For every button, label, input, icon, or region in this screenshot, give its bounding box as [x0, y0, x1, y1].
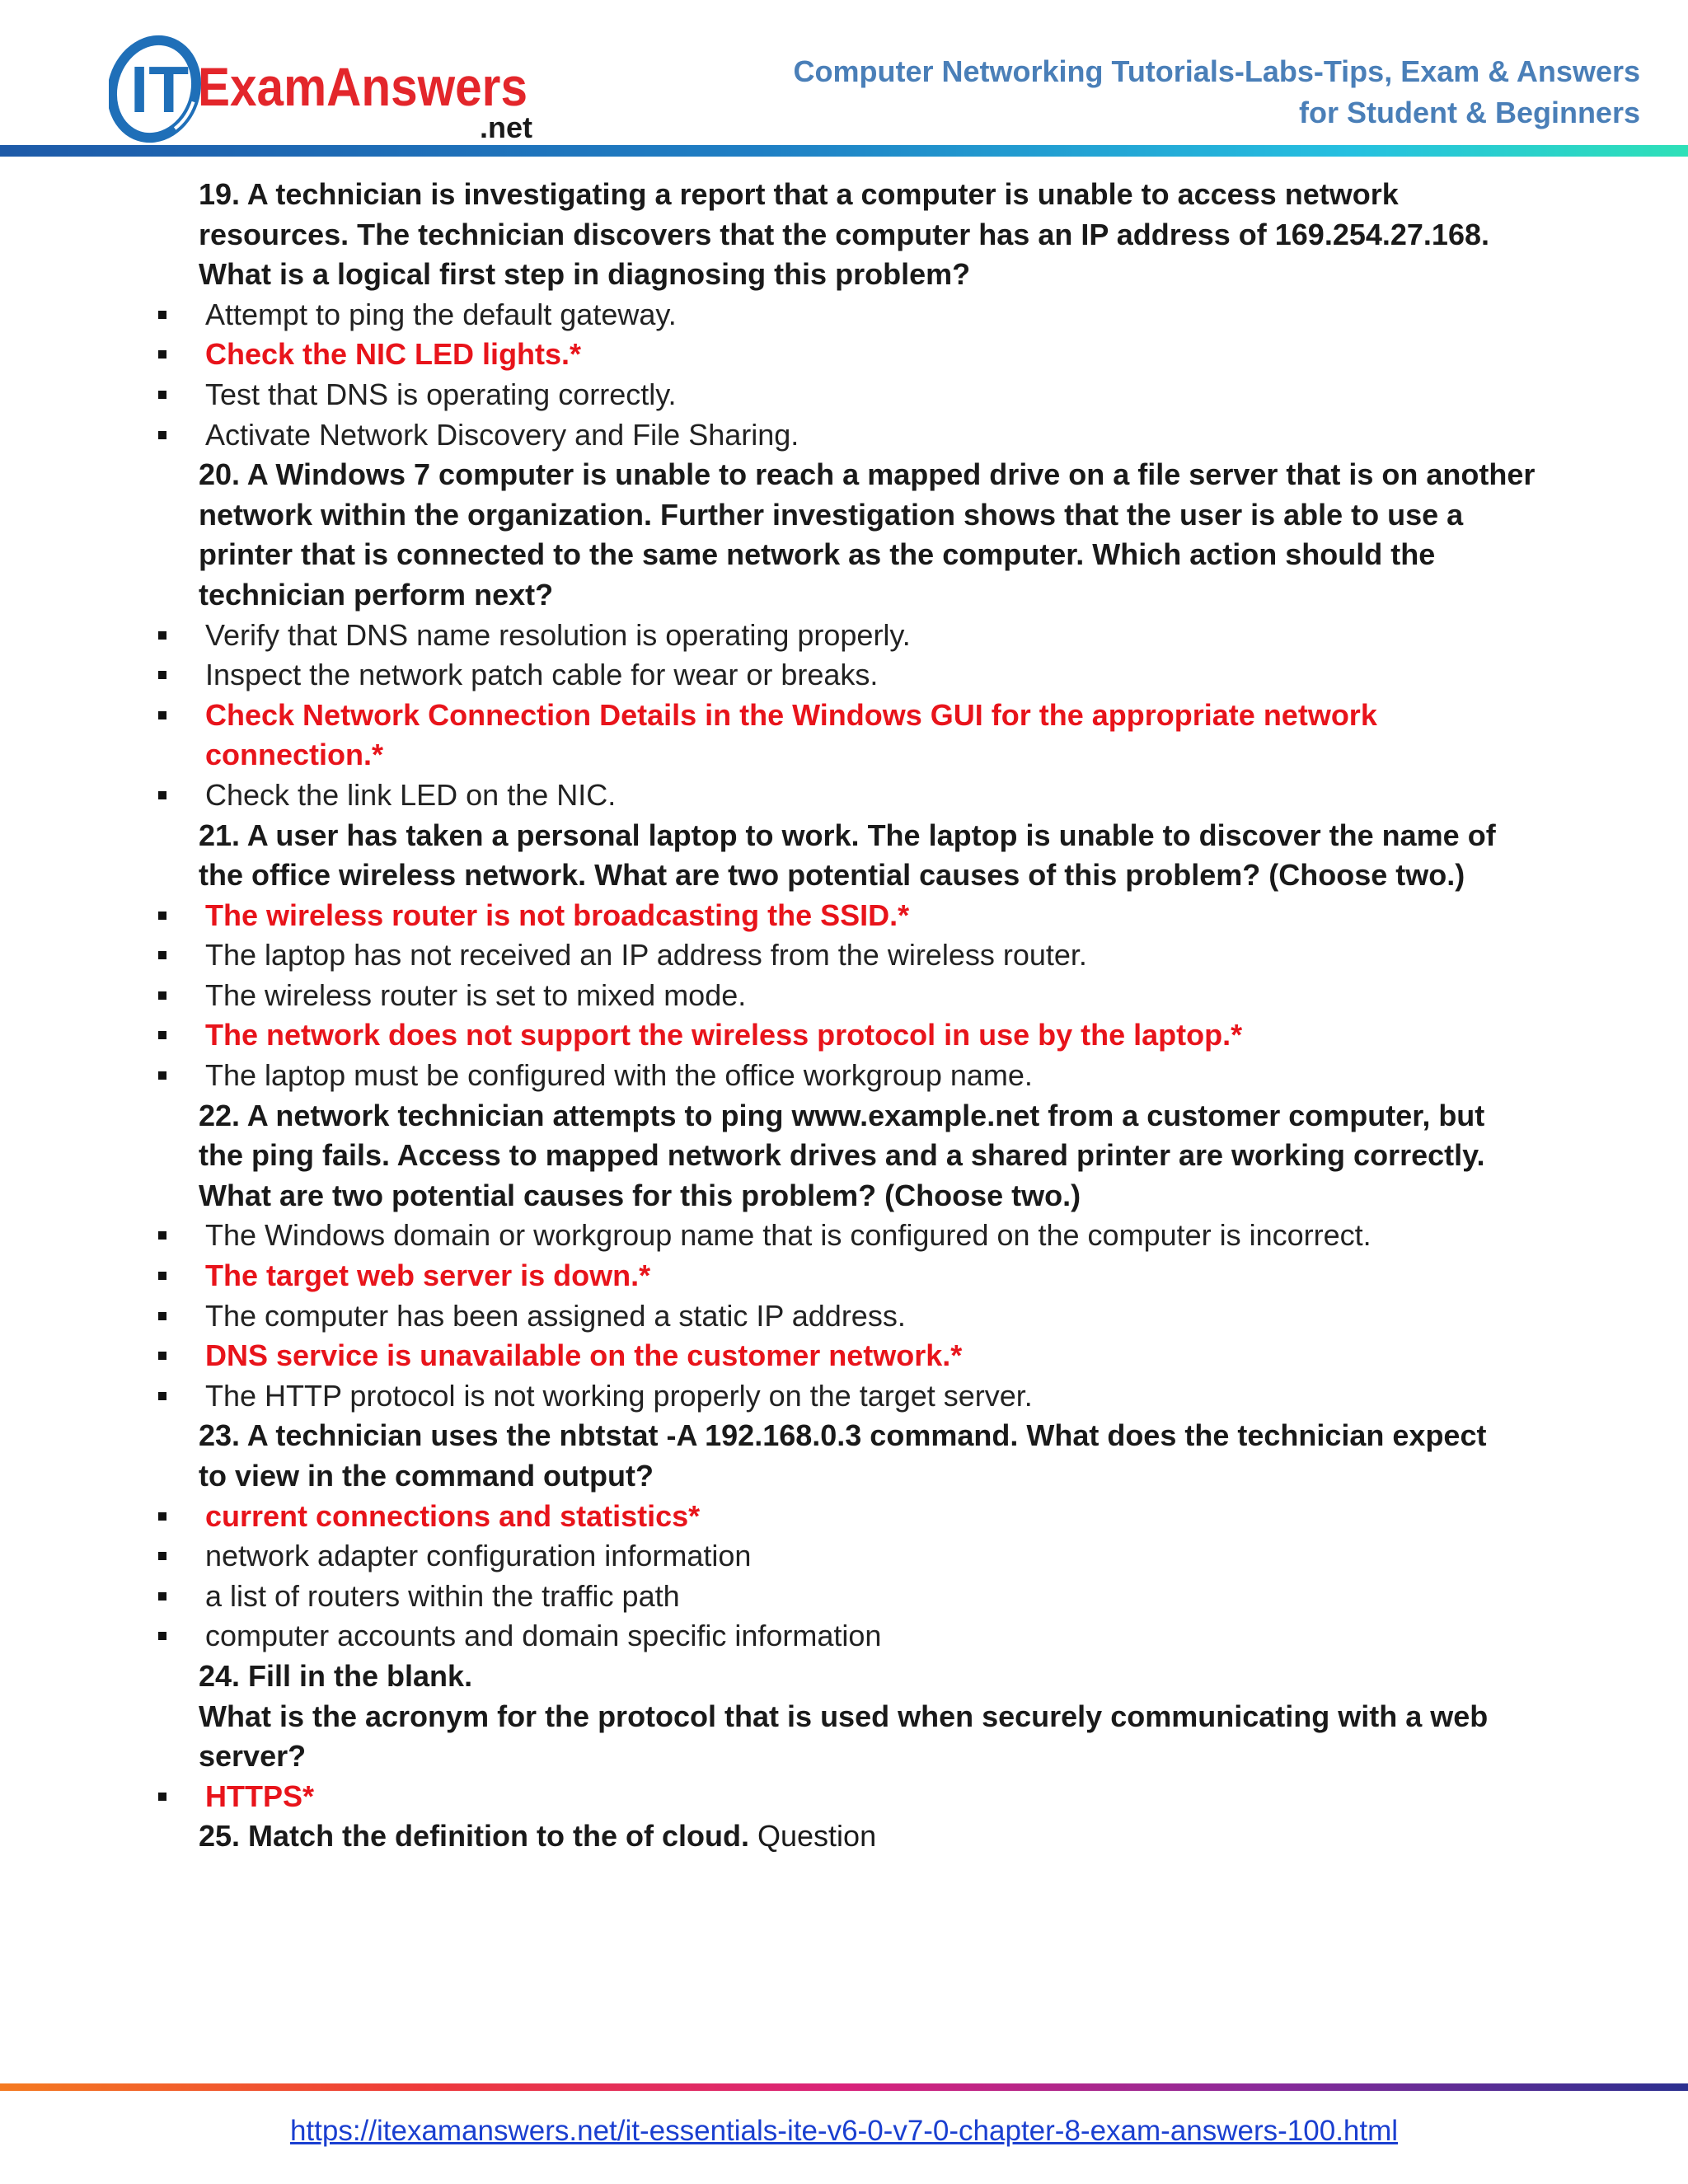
option-label: The network does not support the wireless protocol in use by the laptop.*	[205, 1018, 1243, 1052]
footer-divider	[0, 2083, 1688, 2091]
option-label: current connections and statistics*	[205, 1498, 701, 1533]
square-bullet-icon	[158, 1392, 166, 1400]
option-label: computer accounts and domain specific information	[205, 1619, 882, 1653]
question-22-text: 22. A network technician attempts to ping www.example.net from a customer computer, but	[199, 1098, 1485, 1132]
question-24-text: What is the acronym for the protocol that is used when securely communicating with a web	[199, 1699, 1489, 1733]
site-tagline	[793, 51, 1640, 134]
question-20-text: network within the organization. Further investigation shows that the user is able to use a	[199, 497, 1464, 532]
answer-option	[0, 1216, 1688, 1256]
question-19-text: resources. The technician discovers that the computer has an IP address of 169.254.27.168.	[199, 217, 1489, 251]
question-21-text: 21. A user has taken a personal laptop to work. The laptop is unable to discover the name of	[199, 818, 1496, 852]
option-label: Attempt to ping the default gateway.	[205, 297, 677, 331]
square-bullet-icon	[158, 1272, 166, 1280]
option-label: Activate Network Discovery and File Sharing.	[205, 417, 799, 452]
tagline-line-1: Computer Networking Tutorials-Labs-Tips, Exam & Answers	[793, 54, 1640, 88]
footer-url-link[interactable]: https://itexamanswers.net/it-essentials-ite-v6-0-v7-0-chapter-8-exam-answers-100.html	[289, 2115, 1399, 2147]
answer-option	[0, 1056, 1688, 1096]
header-divider	[0, 145, 1688, 157]
correct-answer-option	[0, 1777, 1688, 1817]
question-23-text: 23. A technician uses the nbtstat -A 192.168.0.3 command. What does the technician expect	[199, 1418, 1487, 1453]
square-bullet-icon	[158, 311, 166, 319]
option-label: The Windows domain or workgroup name that is configured on the computer is incorrect.	[205, 1218, 1372, 1253]
answer-option	[0, 655, 1688, 696]
answer-option	[0, 776, 1688, 816]
square-bullet-icon	[158, 431, 166, 439]
answer-option	[0, 295, 1688, 335]
logo-tld-text: .net	[480, 110, 533, 144]
square-bullet-icon	[158, 991, 166, 1000]
answer-option	[0, 1296, 1688, 1337]
square-bullet-icon	[158, 912, 166, 920]
option-label: HTTPS*	[205, 1779, 315, 1813]
square-bullet-icon	[158, 951, 166, 959]
square-bullet-icon	[158, 671, 166, 679]
answer-option	[0, 1616, 1688, 1657]
option-label: The computer has been assigned a static IP address.	[205, 1298, 906, 1333]
answer-option	[0, 616, 1688, 656]
square-bullet-icon	[158, 711, 166, 719]
square-bullet-icon	[158, 1552, 166, 1560]
question-24-text: server?	[199, 1739, 307, 1774]
correct-answer-option	[0, 735, 1688, 776]
option-label: The HTTP protocol is not working properly on the target server.	[205, 1378, 1033, 1413]
square-bullet-icon	[158, 1031, 166, 1039]
answer-option	[0, 976, 1688, 1016]
question-19-text: What is a logical first step in diagnosing this problem?	[199, 257, 971, 292]
square-bullet-icon	[158, 791, 166, 799]
square-bullet-icon	[158, 1592, 166, 1601]
question-25-plain-text: Question	[749, 1819, 877, 1854]
answer-option	[0, 415, 1688, 456]
answer-option	[0, 1536, 1688, 1577]
square-bullet-icon	[158, 631, 166, 640]
correct-answer-option	[0, 1497, 1688, 1537]
square-bullet-icon	[158, 391, 166, 399]
option-label: Test that DNS is operating correctly.	[205, 377, 677, 411]
question-22-text: What are two potential causes for this problem? (Choose two.)	[199, 1178, 1081, 1212]
question-19-text: 19. A technician is investigating a report that a computer is unable to access network	[199, 177, 1399, 211]
question-20-text: 20. A Windows 7 computer is unable to reach a mapped drive on a file server that is on another	[199, 457, 1536, 492]
option-label: Check the link LED on the NIC.	[205, 777, 617, 812]
question-20-text: printer that is connected to the same network as the computer. Which action should the	[199, 537, 1436, 572]
answer-option	[0, 1376, 1688, 1417]
answer-option	[0, 935, 1688, 976]
option-label: The laptop must be configured with the office workgroup name.	[205, 1058, 1033, 1093]
square-bullet-icon	[158, 1071, 166, 1080]
square-bullet-icon	[158, 1512, 166, 1521]
answer-option	[0, 1577, 1688, 1617]
correct-answer-option	[0, 335, 1688, 375]
square-bullet-icon	[158, 1352, 166, 1360]
option-label: The wireless router is not broadcasting the SSID.*	[205, 898, 910, 932]
correct-answer-option	[0, 696, 1688, 736]
correct-answer-option	[0, 1256, 1688, 1296]
square-bullet-icon	[158, 1312, 166, 1320]
option-label: network adapter configuration information	[205, 1539, 752, 1573]
option-label: The target web server is down.*	[205, 1258, 651, 1293]
square-bullet-icon	[158, 350, 166, 359]
option-label: Verify that DNS name resolution is operating properly.	[205, 617, 911, 652]
option-label: a list of routers within the traffic path	[205, 1578, 680, 1613]
option-label: The laptop has not received an IP address from the wireless router.	[205, 938, 1087, 972]
correct-answer-option	[0, 896, 1688, 936]
question-24-text: 24. Fill in the blank.	[199, 1658, 473, 1693]
logo-brand-text: ExamAnswers	[198, 56, 528, 117]
question-25-text	[0, 1816, 1688, 1857]
question-21-text: the office wireless network. What are two potential causes of this problem? (Choose two.)	[199, 858, 1465, 893]
option-label: Check Network Connection Details in the Windows GUI for the appropriate network	[205, 697, 1377, 732]
page-header	[0, 0, 1688, 157]
logo-it-text: IT	[130, 53, 190, 126]
itexamanswers-logo[interactable]	[109, 35, 554, 146]
square-bullet-icon	[158, 1632, 166, 1640]
correct-answer-option	[0, 1015, 1688, 1056]
question-20-text: technician perform next?	[199, 577, 554, 612]
correct-answer-option	[0, 1336, 1688, 1376]
question-25-bold-text: 25. Match the definition to the of cloud.	[199, 1819, 749, 1854]
square-bullet-icon	[158, 1793, 166, 1801]
square-bullet-icon	[158, 1231, 166, 1240]
option-label: The wireless router is set to mixed mode.	[205, 977, 747, 1012]
question-list	[0, 175, 1688, 1857]
answer-option	[0, 375, 1688, 415]
tagline-line-2: for Student & Beginners	[1298, 96, 1640, 129]
option-label: Check the NIC LED lights.*	[205, 337, 582, 372]
option-label: connection.*	[205, 738, 384, 772]
option-label: DNS service is unavailable on the customer network.*	[205, 1338, 963, 1373]
question-23-text: to view in the command output?	[199, 1459, 654, 1493]
question-22-text: the ping fails. Access to mapped network drives and a shared printer are working correctly.	[199, 1138, 1485, 1173]
option-label: Inspect the network patch cable for wear or breaks.	[205, 658, 879, 692]
